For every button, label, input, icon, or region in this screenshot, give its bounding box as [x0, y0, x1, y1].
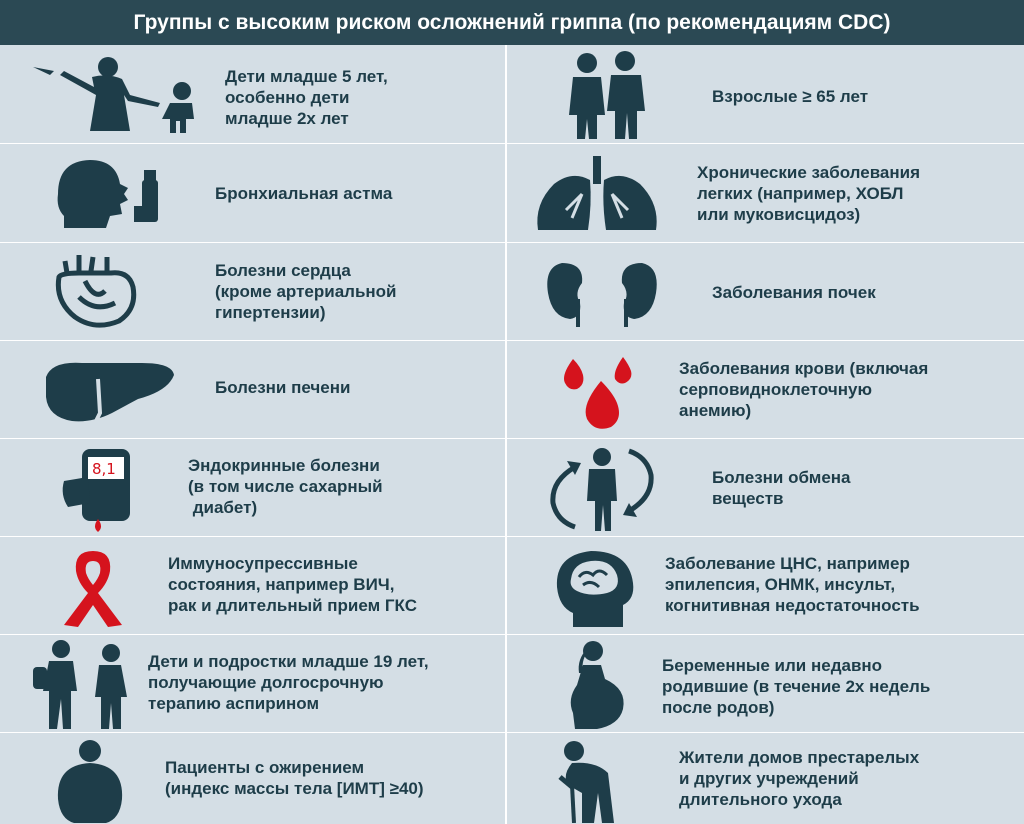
- risk-item-aspirin-therapy: [0, 635, 505, 733]
- label-line: (индекс массы тела [ИМТ] ≥40): [165, 779, 424, 798]
- label-line: Заболевания почек: [712, 283, 876, 302]
- metabolism-icon: [537, 445, 667, 533]
- risk-item-label: [165, 757, 424, 799]
- risk-item-blood-disease: [507, 341, 1024, 439]
- risk-item-kidney-disease: [507, 243, 1024, 341]
- blood-drops-icon: [557, 353, 642, 431]
- risk-item-label: [215, 183, 392, 204]
- glucometer-display-value: 8,1: [92, 460, 116, 478]
- risk-item-label: [148, 651, 429, 714]
- label-line: когнитивная недостаточность: [665, 596, 920, 615]
- risk-item-endocrine: [0, 439, 505, 537]
- label-line: гипертензии): [215, 303, 326, 322]
- label-line: после родов): [662, 698, 775, 717]
- label-line: Иммуносупрессивные: [168, 554, 358, 573]
- label-line: Пациенты с ожирением: [165, 758, 365, 777]
- risk-item-label: [665, 553, 920, 616]
- risk-item-label: [215, 377, 350, 398]
- label-line: Болезни обмена: [712, 468, 851, 487]
- lungs-icon: [532, 154, 662, 236]
- risk-item-adults-65: [507, 45, 1024, 144]
- label-line: особенно дети: [225, 88, 350, 107]
- label-line: родившие (в течение 2х недель: [662, 677, 931, 696]
- risk-item-label: [697, 162, 920, 225]
- page-title: Группы с высоким риском осложнений гриппа (по рекомендациям CDC): [133, 10, 891, 34]
- risk-item-label: [225, 66, 388, 129]
- risk-item-label: [662, 655, 930, 718]
- label-line: серповидноклеточную: [679, 380, 872, 399]
- label-line: (кроме артериальной: [215, 282, 397, 301]
- label-line: Дети и подростки младше 19 лет,: [148, 652, 429, 671]
- teenagers-icon: [25, 639, 140, 731]
- mother-child-icon: [30, 55, 195, 135]
- label-line: Жители домов престарелых: [679, 748, 920, 767]
- label-line: Заболевание ЦНС, например: [665, 554, 910, 573]
- risk-item-asthma: [0, 144, 505, 243]
- ribbon-icon: [48, 547, 138, 629]
- label-line: Дети младше 5 лет,: [225, 67, 388, 86]
- elderly-couple-icon: [557, 51, 657, 139]
- risk-item-nursing-homes: [507, 733, 1024, 824]
- label-line: длительного ухода: [679, 790, 842, 809]
- pregnant-woman-icon: [557, 639, 632, 731]
- risk-item-label: [712, 467, 851, 509]
- risk-item-cns-disease: [507, 537, 1024, 635]
- label-line: Хронические заболевания: [697, 163, 921, 182]
- label-line: рак и длительный прием ГКС: [168, 596, 417, 615]
- brain-head-icon: [549, 547, 639, 629]
- risk-item-label: [188, 455, 383, 518]
- risk-item-label: [712, 282, 876, 303]
- label-line: и других учреждений: [679, 769, 859, 788]
- risk-item-obesity: [0, 733, 505, 824]
- risk-item-label: [168, 553, 417, 616]
- risk-item-label: [215, 260, 397, 323]
- risk-item-label: [712, 86, 868, 107]
- heart-icon: [45, 251, 140, 333]
- label-line: состояния, например ВИЧ,: [168, 575, 395, 594]
- header-bar: [0, 0, 1024, 45]
- risk-item-metabolic: [507, 439, 1024, 537]
- kidneys-icon: [542, 257, 662, 329]
- risk-item-lung-disease: [507, 144, 1024, 243]
- elderly-cane-icon: [552, 737, 632, 823]
- risk-item-immunosuppression: [0, 537, 505, 635]
- label-line: эпилепсия, ОНМК, инсульт,: [665, 575, 896, 594]
- label-line: Болезни сердца: [215, 261, 351, 280]
- label-line: легких (например, ХОБЛ: [697, 184, 904, 203]
- label-line: младше 2х лет: [225, 109, 349, 128]
- label-line: Эндокринные болезни: [188, 456, 380, 475]
- glucometer-icon: [58, 447, 138, 533]
- label-line: Взрослые ≥ 65 лет: [712, 87, 869, 106]
- inhaler-icon: [50, 156, 180, 231]
- label-line: или муковисцидоз): [697, 205, 861, 224]
- risk-item-pregnancy: [507, 635, 1024, 733]
- label-line: получающие долгосрочную: [148, 673, 384, 692]
- risk-item-heart-disease: [0, 243, 505, 341]
- label-line: диабет): [188, 498, 258, 517]
- risk-item-label: [679, 747, 919, 810]
- label-line: Заболевания крови (включая: [679, 359, 929, 378]
- liver-icon: [42, 357, 177, 425]
- label-line: анемию): [679, 401, 752, 420]
- label-line: Беременные или недавно: [662, 656, 883, 675]
- label-line: Болезни печени: [215, 378, 351, 397]
- obese-person-icon: [50, 739, 130, 823]
- label-line: веществ: [712, 489, 784, 508]
- risk-item-children-under-5: [0, 45, 505, 144]
- label-line: терапию аспирином: [148, 694, 320, 713]
- label-line: Бронхиальная астма: [215, 184, 393, 203]
- risk-item-liver-disease: [0, 341, 505, 439]
- risk-item-label: [679, 358, 928, 421]
- label-line: (в том числе сахарный: [188, 477, 383, 496]
